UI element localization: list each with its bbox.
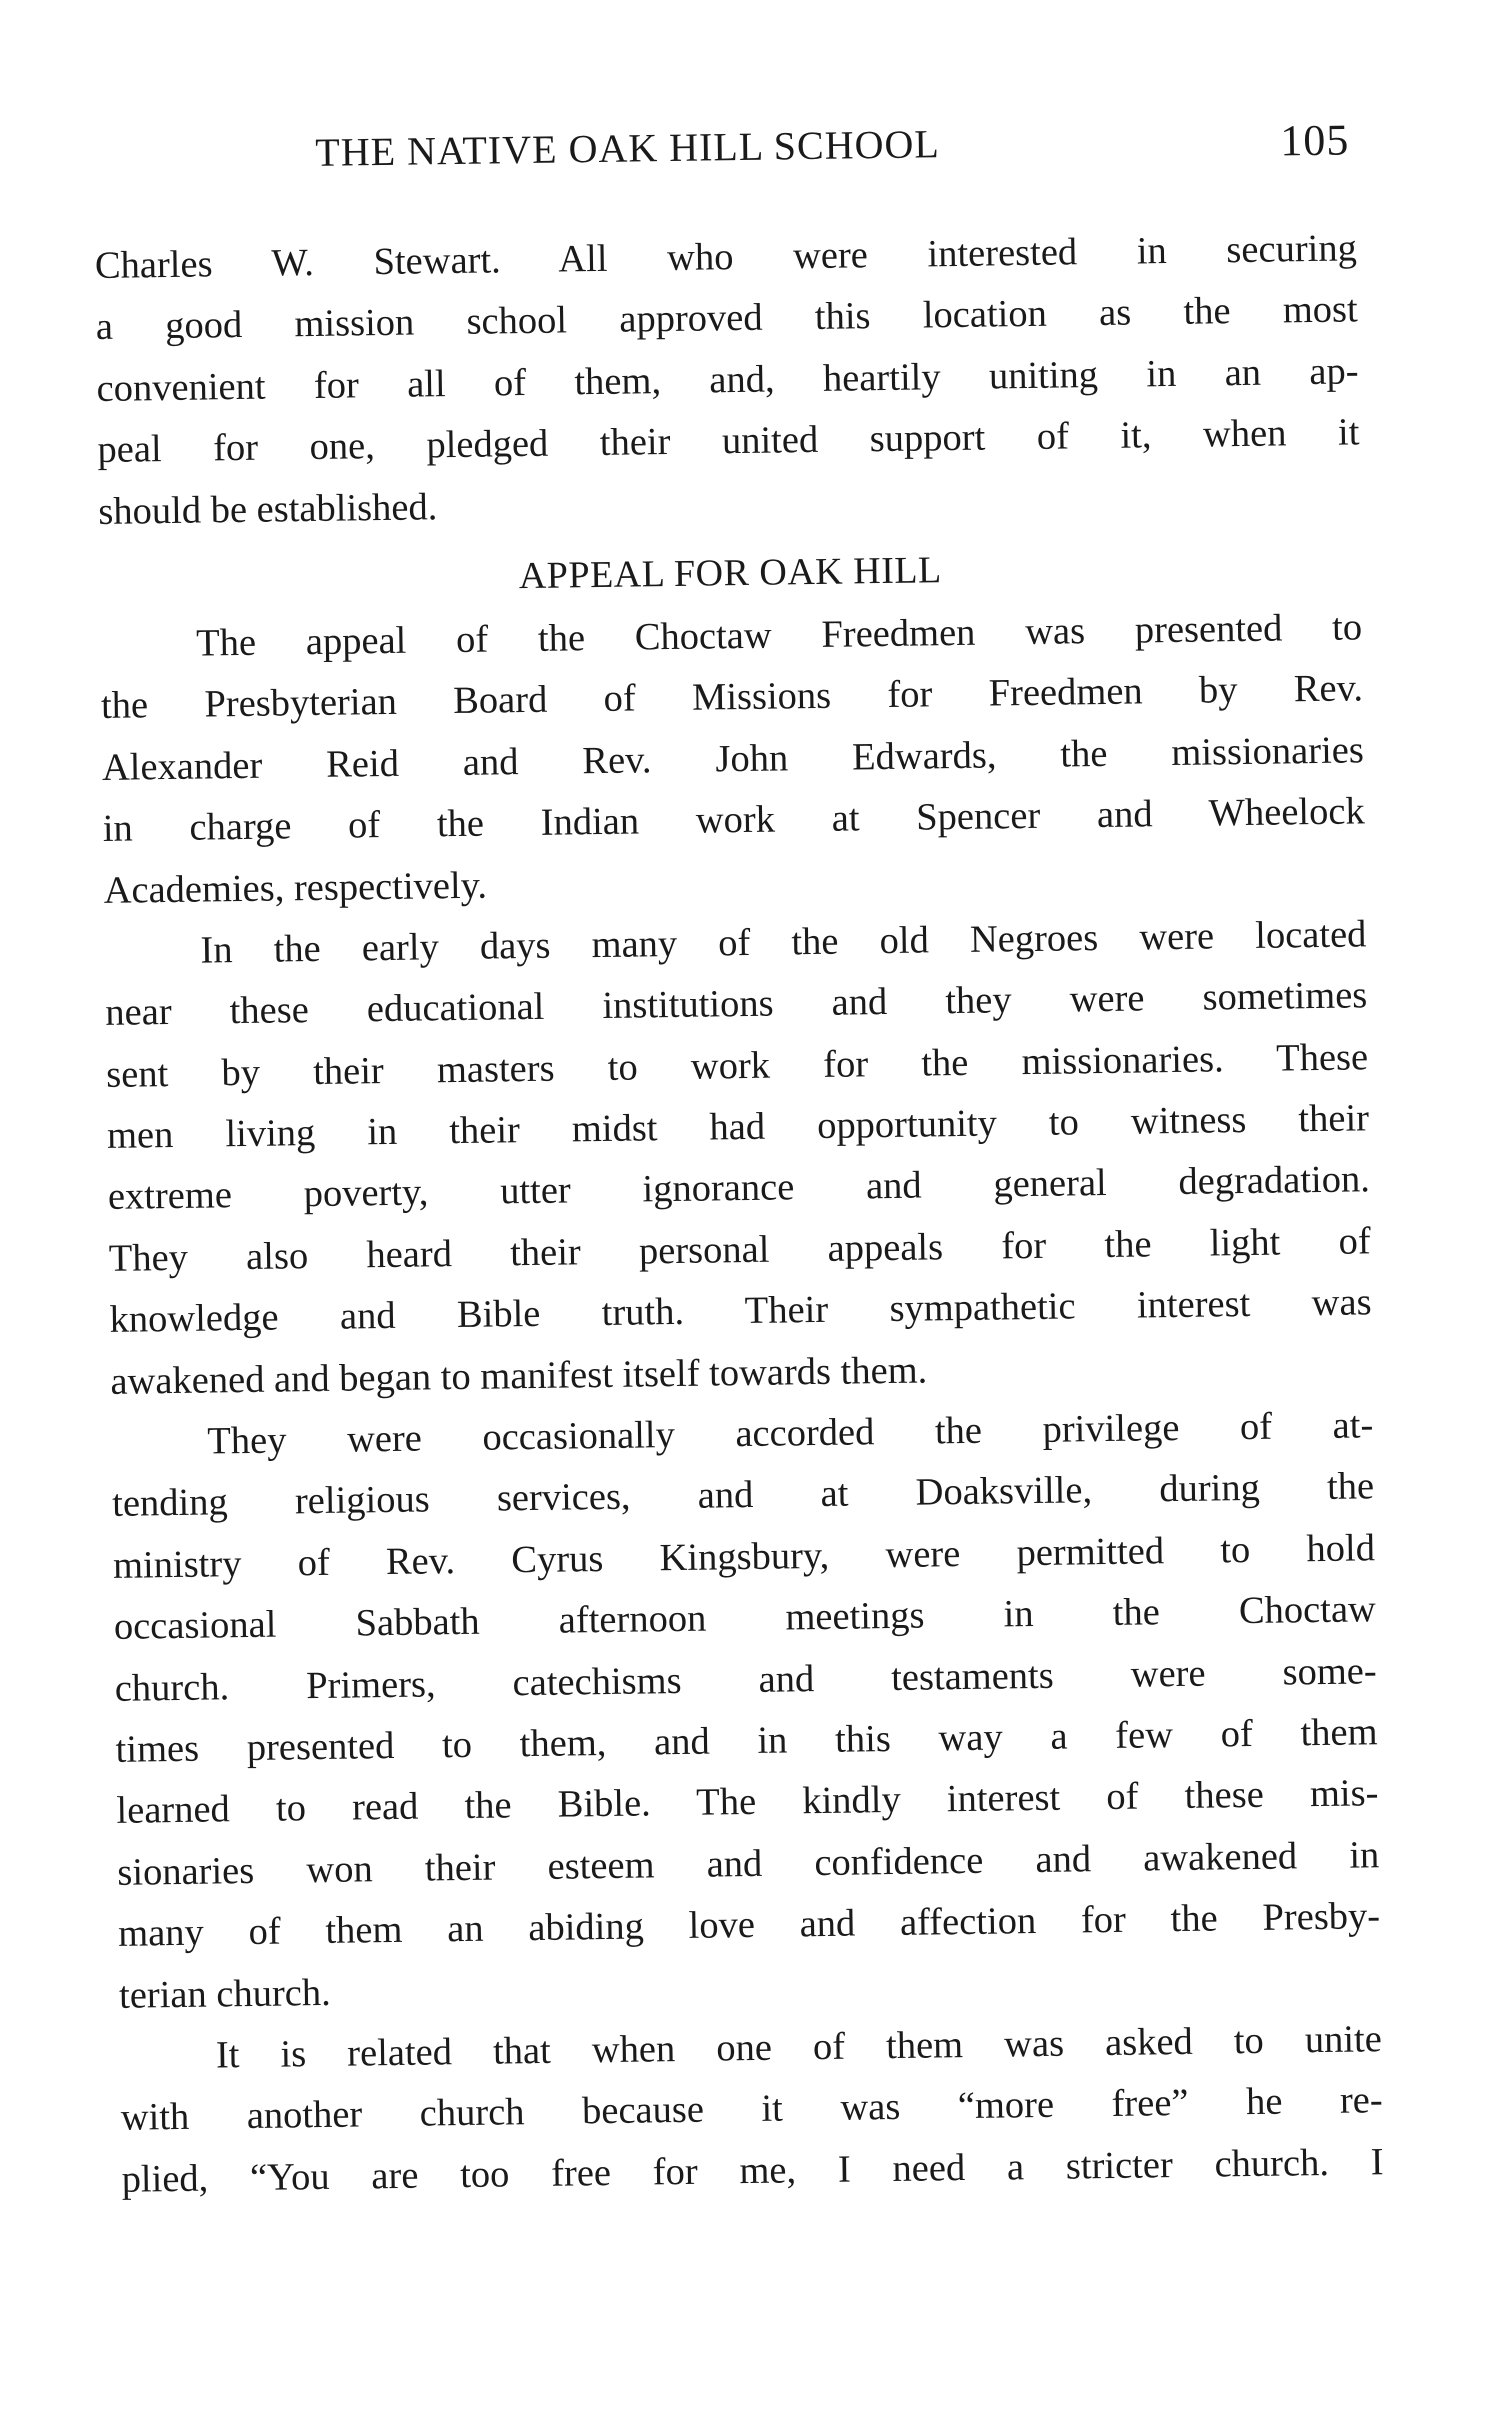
text-line: men living in their midst had opportunity to witness their [106, 1097, 1370, 1157]
text-line: in charge of the Indian work at Spencer and Wheelock [102, 790, 1365, 851]
text-line: times presented to them, and in this way a few of them [115, 1711, 1378, 1771]
section-heading: APPEAL FOR OAK HILL [518, 549, 943, 598]
paragraph [100, 597, 1366, 922]
running-header [315, 114, 1350, 188]
text-line: In the early days many of the old Negroes were located [200, 913, 1367, 972]
paragraph [95, 218, 1361, 543]
text-line: many of them an abiding love and affection for the Presby- [117, 1895, 1381, 1955]
text-line: sionaries won their esteem and confidence and awakened in [117, 1833, 1380, 1894]
text-line: terian church. [118, 1971, 331, 2017]
text-line: near these educational institutions and they were sometimes [105, 974, 1368, 1035]
text-line: The appeal of the Choctaw Freedmen was presented to [195, 606, 1363, 665]
text-line: occasional Sabbath afternoon meetings in the Choctaw [113, 1588, 1377, 1649]
text-line: They also heard their personal appeals for the light of [108, 1220, 1371, 1280]
paragraph [104, 904, 1373, 1413]
text-line: learned to read the Bible. The kindly interest of these mis- [116, 1772, 1379, 1833]
text-line: peal for one, pledged their united support of it, when it [97, 411, 1360, 472]
text-line: Alexander Reid and Rev. John Edwards, the missionaries [101, 729, 1365, 789]
text-line: the Presbyterian Board of Missions for Freedmen by Rev. [100, 667, 1364, 728]
page-number: 105 [1279, 115, 1350, 166]
text-line: tending religious services, and at Doaksville, during the [111, 1465, 1375, 1526]
text-line: convenient for all of them, and, heartily uniting in an ap- [96, 350, 1359, 410]
paragraph [111, 1395, 1381, 2026]
text-line: plied, “You are too free for me, I need a stricter church. I [121, 2140, 1384, 2201]
running-title: THE NATIVE OAK HILL SCHOOL [315, 121, 941, 175]
text-line: They were occasionally accorded the privilege of at- [207, 1404, 1374, 1463]
text-line: knowledge and Bible truth. Their sympathetic interest was [109, 1281, 1372, 1342]
text-line: Academies, respectively. [103, 864, 488, 912]
paragraph [120, 2009, 1384, 2211]
text-line: sent by their masters to work for the missionaries. These [105, 1035, 1369, 1096]
text-line: It is related that when one of them was asked to unite [215, 2018, 1383, 2077]
text-line: a good mission school approved this location as the most [95, 288, 1358, 349]
text-line: with another church because it was “more free” he re- [120, 2079, 1383, 2140]
text-line: should be established. [98, 485, 438, 533]
text-line: Charles W. Stewart. All who were interested in securing [94, 227, 1358, 287]
text-line: extreme poverty, utter ignorance and general degradation. [107, 1158, 1371, 1219]
text-line: church. Primers, catechisms and testaments were some- [114, 1649, 1377, 1710]
page-body [95, 218, 1384, 2211]
text-line: awakened and began to manifest itself towards them. [110, 1349, 928, 1403]
text-line: ministry of Rev. Cyrus Kingsbury, were permitted to hold [112, 1527, 1376, 1587]
